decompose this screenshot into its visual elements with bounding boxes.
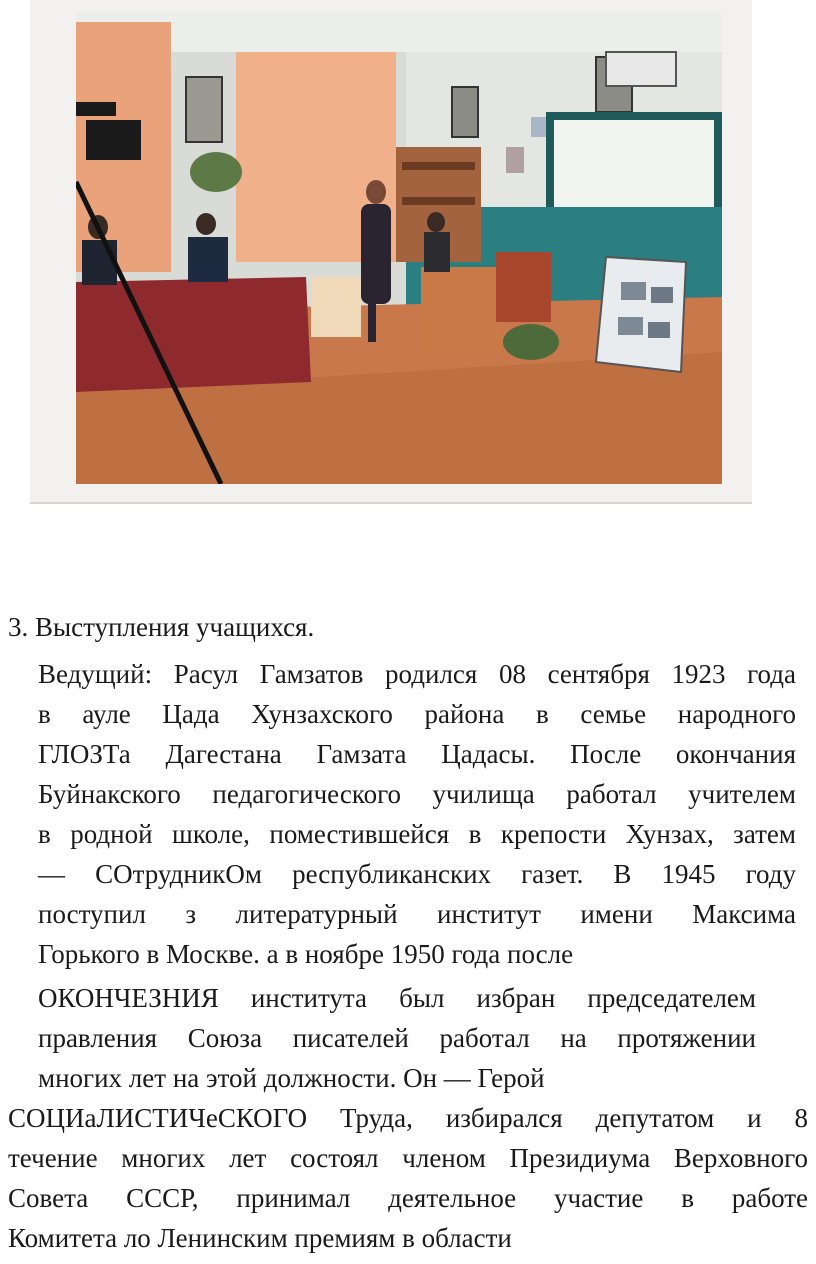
paragraph-line: Ведущий: Расул Гамзатов родился 08 сентября 1923 года: [38, 659, 796, 689]
paragraph-line: СОЦИаЛИСТИЧеСКОГО Труда, избирался депутатом и 8: [8, 1103, 808, 1133]
paragraph-line: Буйнакского педагогического училища работал учителем: [38, 779, 796, 809]
paragraph-line: многих лет на этой должности. Он — Герой: [38, 1063, 545, 1093]
paragraph-line: в родной школе, поместившейся в крепости Хунзах, затем: [38, 819, 796, 849]
paragraph-line: Горького в Москве. а в ноябре 1950 года после: [38, 939, 574, 969]
paragraph-line: ГЛОЗТа Дагестана Гамзата Цадасы. После окончания: [38, 739, 796, 769]
paragraph-line: поступил з литературный институт имени Максима: [38, 899, 796, 929]
section-heading: 3. Выступления учащихся.: [8, 612, 315, 642]
paragraph-line: в ауле Цада Хунзахского района в семье народного: [38, 699, 796, 729]
paragraph-line: правления Союза писателей работал на протяжении: [38, 1023, 756, 1053]
paragraph-line: течение многих лет состоял членом Президиума Верховного: [8, 1143, 808, 1173]
classroom-photo-image: [76, 12, 722, 484]
paragraph-line: Комитета ло Ленинским премиям в области: [8, 1223, 512, 1253]
paragraph-line: ОКОНЧЕЗНИЯ института был избран председателем: [38, 983, 756, 1013]
classroom-photo: [30, 0, 752, 504]
paragraph-line: — СОтрудникОм республиканских газет. В 1945 году: [38, 859, 796, 889]
paragraph-line: Совета СССР, принимал деятельное участие в работе: [8, 1183, 808, 1213]
